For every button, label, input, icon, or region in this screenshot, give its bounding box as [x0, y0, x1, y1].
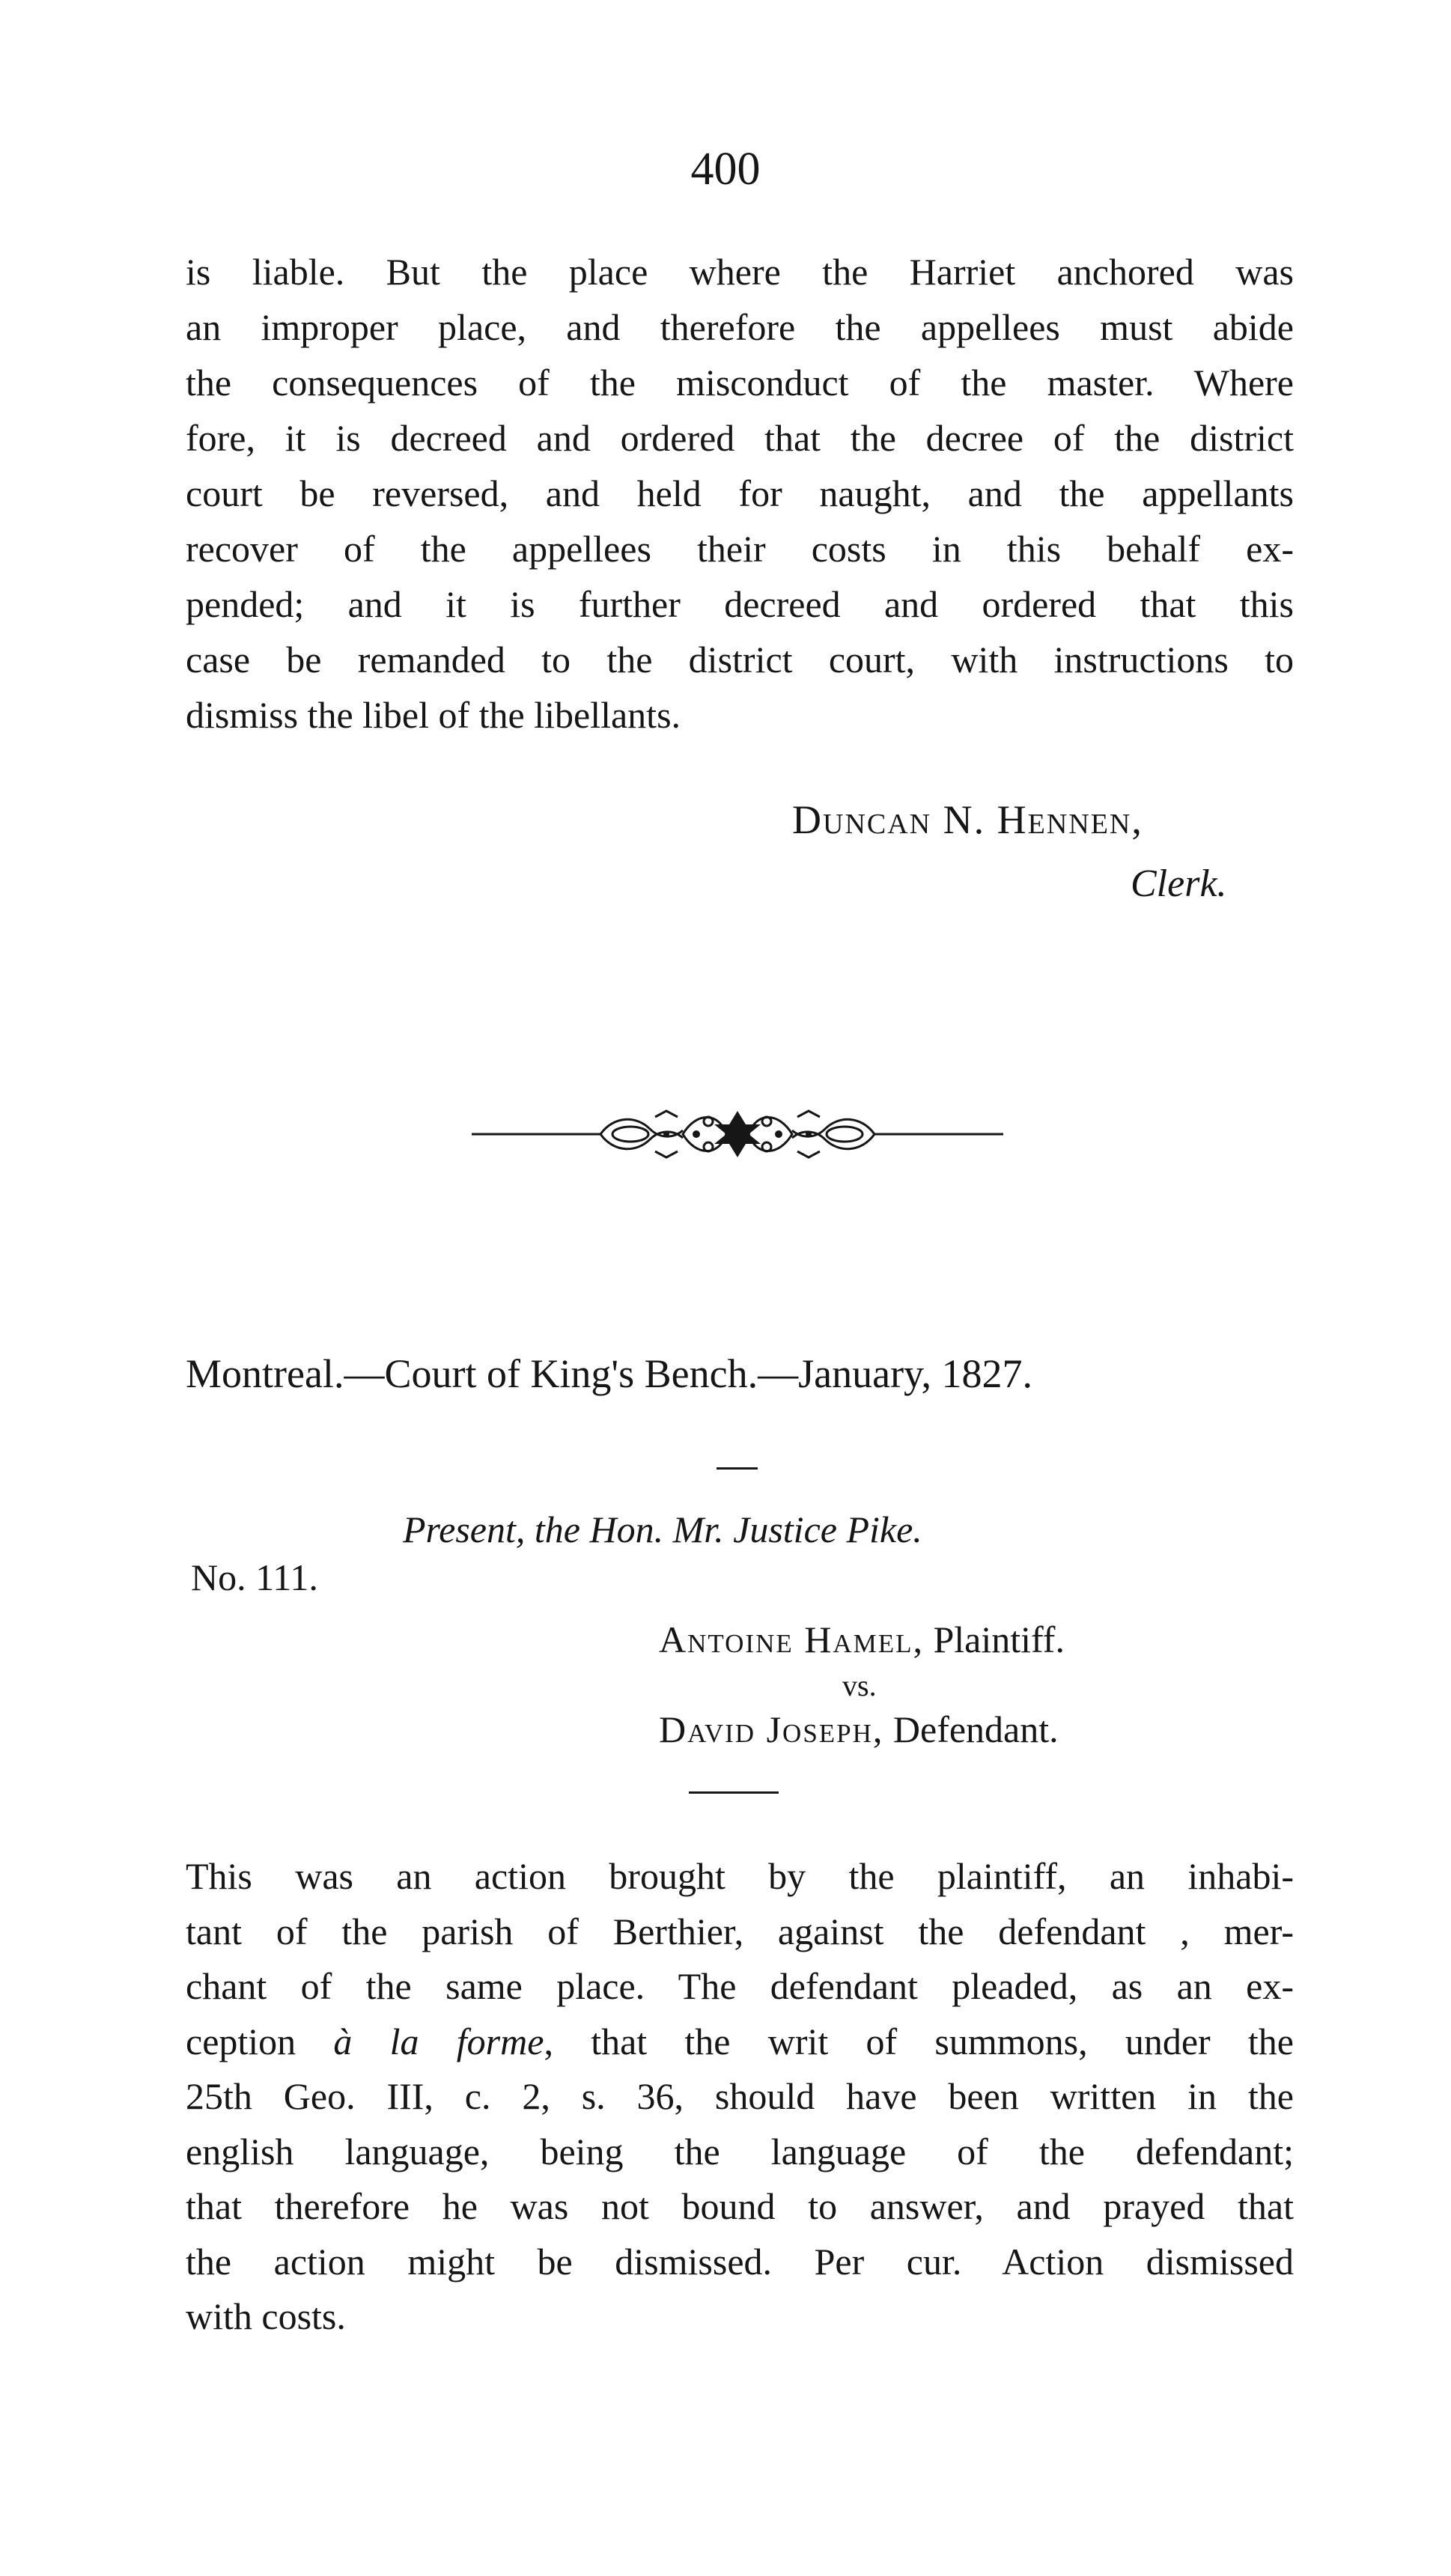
- text-line: that therefore he was not bound to answer, and prayed that: [186, 2185, 1294, 2227]
- text-line: recover of the appellees their costs in this behalf ex-: [186, 528, 1294, 570]
- short-rule: [689, 1791, 779, 1794]
- text-line: court be reversed, and held for naught, and the appellants: [186, 472, 1294, 514]
- text-line: fore, it is decreed and ordered that the decree of the district: [186, 417, 1294, 459]
- ornament-divider: [472, 1100, 1003, 1168]
- text-line: dismiss the libel of the libellants.: [186, 694, 681, 736]
- text-line: an improper place, and therefore the appellees must abide: [186, 306, 1294, 348]
- defendant-role: Defendant.: [883, 1708, 1059, 1750]
- plaintiff-name: Antoine Hamel,: [659, 1619, 924, 1660]
- text-line: ception à la forme, that the writ of summons, under the: [186, 2020, 1295, 2062]
- case-report-paragraph: [186, 1849, 1294, 2345]
- text-line: 25th Geo. III, c. 2, s. 36, should have been written in the: [186, 2075, 1294, 2117]
- italic-phrase: à la forme: [333, 2020, 544, 2062]
- text-line: the consequences of the misconduct of the master. Where: [186, 362, 1294, 404]
- versus-label: vs.: [842, 1669, 877, 1702]
- text-line: chant of the same place. The defendant pleaded, as an ex-: [186, 1965, 1294, 2007]
- short-rule: [717, 1467, 758, 1470]
- page-number: 400: [690, 144, 761, 195]
- text-line: This was an action brought by the plaintiff, an inhabi-: [186, 1855, 1294, 1897]
- defendant-name: David Joseph,: [659, 1708, 884, 1750]
- plaintiff-line: [659, 1621, 1065, 1658]
- text-line: tant of the parish of Berthier, against the defendant , mer-: [186, 1910, 1294, 1952]
- plaintiff-role: Plaintiff.: [923, 1619, 1065, 1660]
- text-line: pended; and it is further decreed and ordered that this: [186, 583, 1294, 625]
- clerk-title: Clerk.: [1131, 862, 1227, 905]
- section-heading: Montreal.—Court of King's Bench.—January, 1827.: [186, 1351, 1033, 1396]
- case-number: No. 111.: [191, 1556, 318, 1598]
- judgment-paragraph: [186, 244, 1294, 743]
- present-judge-line: Present, the Hon. Mr. Justice Pike.: [403, 1508, 922, 1550]
- text-line: is liable. But the place where the Harriet anchored was: [186, 251, 1294, 293]
- clerk-name: Duncan N. Hennen,: [792, 797, 1143, 842]
- text-line: the action might be dismissed. Per cur. Action dismissed: [186, 2240, 1294, 2283]
- defendant-line: [659, 1708, 1059, 1750]
- text-line: case be remanded to the district court, with instructions to: [186, 639, 1294, 680]
- text-line: english language, being the language of the defendant;: [186, 2130, 1294, 2172]
- text-line: with costs.: [186, 2295, 346, 2337]
